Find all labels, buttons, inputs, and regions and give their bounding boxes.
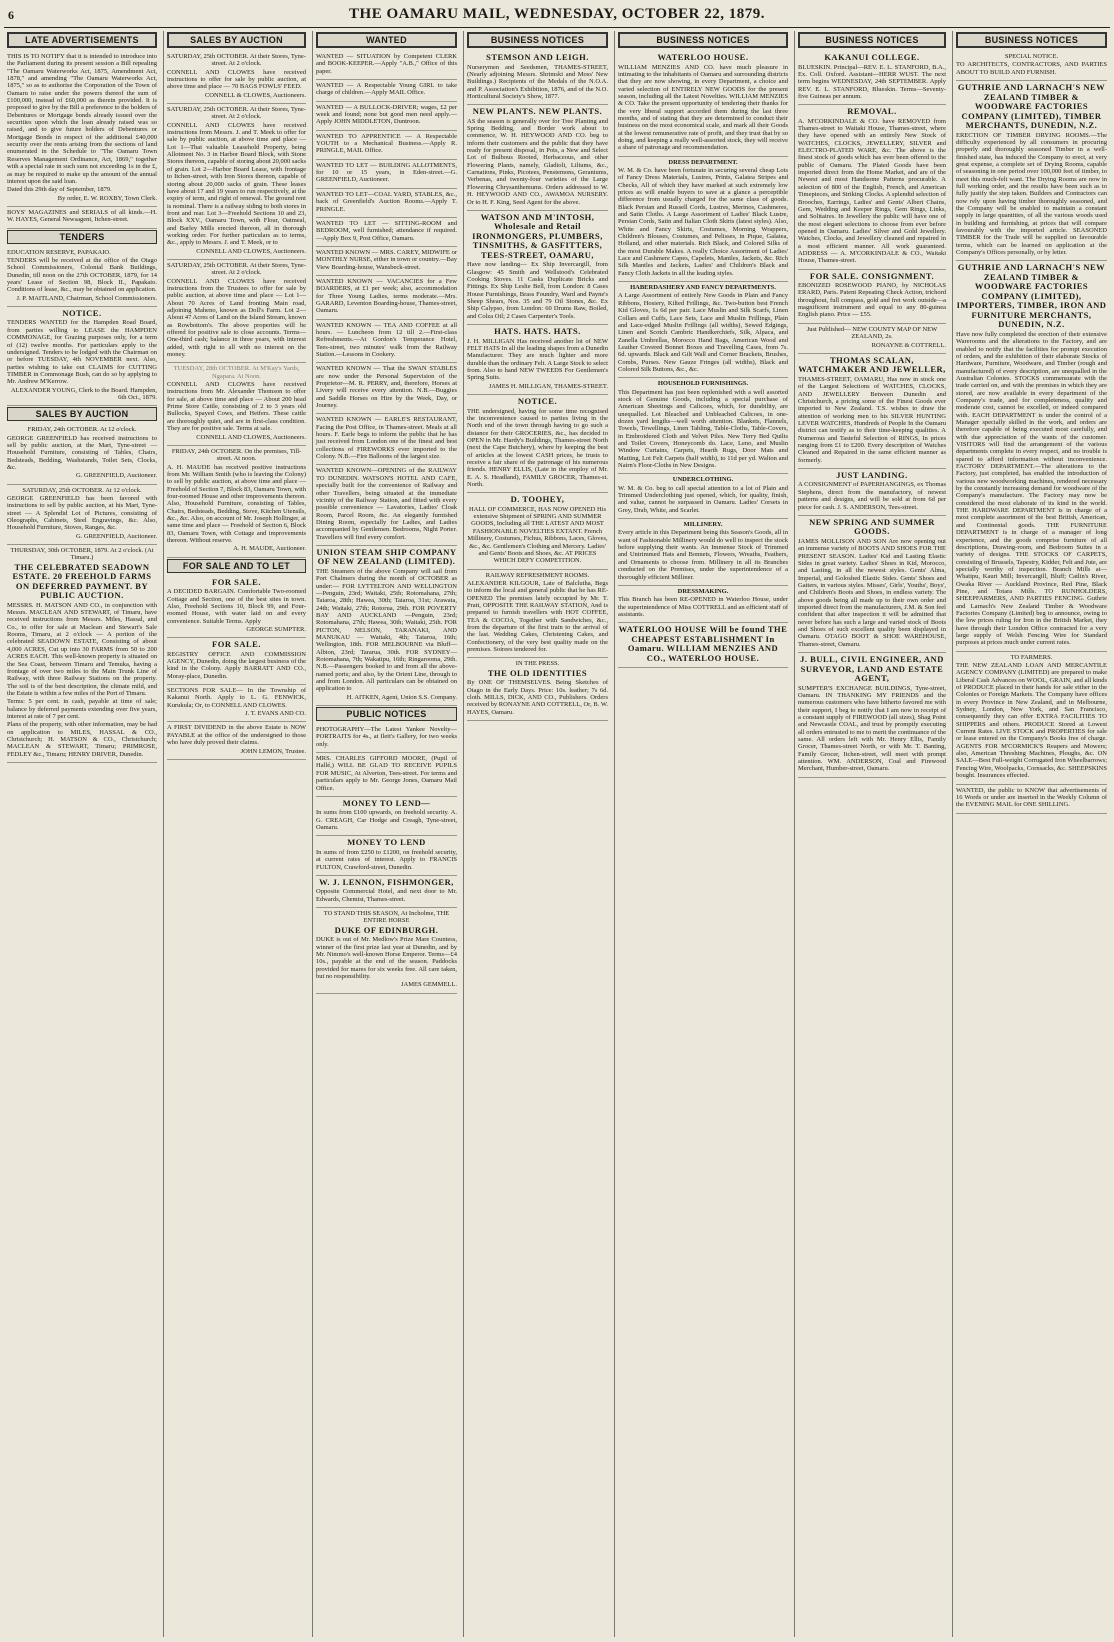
ad-body: PHOTOGRAPHY—The Latest Yankee Novelty—PORTRAITS for 4s., at Ilett's Gallery, for two weeks only.	[316, 726, 457, 748]
ad-toohey	[467, 493, 608, 569]
ad-body: AS the season is generally over for Tree Planting and Spring Bedding, and Border work about to commence, W. H. HEYWOOD AND CO. beg to inform their customers and the public that they have ready for present disposal, in Pots, a New and Select Lot of Bulbous Rooted, Herbaceous, and other Flowering Plants, namely, Gladioli, Liliums, &c., Carnations, Pinks, Picotees, Penstemons, Geraniums, Verbenas, and twenty-four varieties of the Large Flowering Chrysanthemums. Orders addressed to W. H. HEYWOOD AND CO., AWAMOA NURSERY. Or to H. F. King, Seed Agent for the above.	[467, 117, 608, 206]
wanted-ad	[316, 160, 457, 189]
ad-signature: H. AITKEN, Agent, Union S.S. Company.	[346, 693, 457, 701]
ad-registry-office	[167, 638, 306, 685]
ad-heading: IN THE PRESS.	[515, 660, 560, 668]
ad-body: ALEXANDER KILGOUR, Late of Balclutha, Begs to inform the local and general public that he has RE-OPENED The premises lately occupied by Mr. T. Pratt, OPPOSITE THE RAILWAY STATION, And is prepared to furnish travellers with HOT COFFEE, TEA & COCOA, Together with Sandwiches, &c., from the departure of the first train to the arrival of the last. Wedding Cakes, Christening Cakes, and Confectionery, of the very best quality made on the premises. Soirees tendered for.	[467, 579, 608, 653]
wanted-ad	[316, 218, 457, 247]
ad-body: Have now landing— Ex Ship Invercargill, from Glasgow: 45 Smith and Wellstood's Celebrated Cooking Stoves. 11 Casks Duplicate Bricks and Fittings. Ex Ship Leslie Bell, from London: 8 Cases House Furnishings, Brass Foundry, Ward and Payne's Sheep Shears, Nos. 35 and 79 Oil Stones, &c. Ex Ship Calypso, from London: 60 Drums Raw, Boiled, and Colza Oil; 2 Cases Carpenter's Tools.	[467, 261, 608, 320]
ad-date: SATURDAY, 25th OCTOBER. At their Stores, Tyne-street. At 2 o'clock.	[167, 106, 306, 121]
wanted-ad	[316, 320, 457, 364]
wanted-ad-text: WANTED TO LET — BUILDING ALLOTMENTS, for 10 or 15 years, in Eden-street.—G. GREENFIELD, Auctioneer.	[316, 161, 457, 184]
ad-watchmaker	[798, 354, 946, 469]
page-number: 6	[8, 8, 14, 22]
ad-signature: By order, E. W. ROXBY, Town Clerk.	[57, 194, 157, 202]
wanted-ad-text: WANTED KNOWN — That the SWAN STABLES are now under the Personal Supervision of the Proprietor—M. R. PERRY, and, therefore, Horses at Livery will receive every attention. N.B.—Buggies and Saddle Horses on Hire by the Week, Day, or Journey.	[316, 365, 457, 410]
ad-body: CONNELL AND CLOWES have received instructions from the Trustees to offer for sale by public auction, at above time and place — Lot 1—About 70 Acres of Land fronting Main road, adjoining Maheno, known as Doll's Farm. Lot 2—About 47 Acres of Land on the Island Stream, known as Rowbottom's. The above properties will be offered for positive sale to close accounts. Terms—One-third cash; balance in three years, with interest added, with right to all with no interest on the money.	[167, 277, 307, 359]
department-heading: DRESSMAKING.	[677, 587, 729, 595]
ad-horse-name: DUKE OF EDINBURGH.	[334, 924, 439, 935]
ad-body: MRS. CHARLES GIFFORD MOORE, (Pupil of Hallé,) WILL BE GLAD TO RECEIVE PUPILS FOR MUSIC, At Alverton, Tees-street. For terms and particulars apply to Mr. George Jones, Oamaru Mail Office.	[316, 755, 457, 792]
wanted-ad	[316, 131, 457, 160]
ad-body: ERECTION OF TIMBER DRYING ROOMS.—The difficulty experienced by all consumers in procuring properly and thoroughly seasoned Timber in a well-finished state, has induced the Company to erect, at very great expense, a complete set of Drying Rooms, capable of seasoning in one period over 100,000 feet of timber, to meet this much-felt want. The Drying Rooms are now in full working order, and the results have been such as to fully justify the step taken. Builders and Contractors can now rely upon having timber thoroughly seasoned, and the Company will be enabled to maintain a constant supply in large quantities, of all the various woods used in building and furnishing, at prices that will compare favourably with the imported article. SEASONED TIMBER for the Trade will be supplied on favourable terms, which can be learned on application at the Company's Offices personally, or by letter.	[956, 131, 1107, 257]
section-business-notices-3: BUSINESS NOTICES	[798, 32, 946, 48]
ad-body: BOYS' MAGAZINES and SERIALS of all kinds.—H. W. HAYES, General Newsagent, Itchen-street.	[7, 208, 157, 224]
ad-money-to-lend-2	[316, 836, 457, 876]
ad-waterloo-footer	[618, 623, 788, 668]
department-body: Every article in this Department being this Season's Goods, all in want of Fashionable Millinery would do well to inspect the stock before supplying their wants. An Immense Stock of Trimmed and Untrimmed Hats and Bonnets, Flowers, Wreaths, Feathers, and Ornaments to choose from. Millinery in all its Branches conducted on the Premises, under the superintendence of a thoroughly efficient Milliner.	[618, 529, 788, 581]
ad-signature: CONNELL AND CLOWES, Auctioneers.	[196, 247, 306, 255]
ad-signature: G. GREENFIELD, Auctioneer.	[75, 532, 157, 540]
masthead-rule	[4, 27, 1110, 28]
ad-heading: STEMSON AND LEIGH.	[486, 52, 589, 62]
section-for-sale-and-to-let: FOR SALE AND TO LET	[167, 559, 306, 573]
wanted-ad-text: WANTED TO APPRENTICE — A Respectable YOUTH to a Mechanical Business.—Apply R. PRINGLE, MAIL Office.	[316, 132, 457, 155]
ad-body: TENDERS will be received at the office of the Otago School Commissioners, Colonial Bank Buildings, Dunedin, till noon on the 27th OCTOBER, 1879, for 14 years' Lease of Section 98, Block II., Papakaio. Conditions of lease, &c., may be obtained on application.	[7, 256, 157, 294]
ad-heading: FOR SALE. CONSIGNMENT.	[809, 270, 935, 281]
column-7	[952, 31, 1110, 1637]
ad-body: EBONIZED ROSEWOOD PIANO, by NICHOLAS ERARD, Paris. Patent Repeating Check Action, trichord throughout, full compass, gold and fret work outside—a magnificent instrument and equal to any 80-guinea English piano. Price — £55.	[798, 282, 946, 319]
ad-body: HALL OF COMMERCE, HAS NOW OPENED His extensive Shipment of SPRING AND SUMMER GOODS, Including all THE LATEST AND MOST FASHIONABLE NOVELTIES EXTANT. French Millinery, Costumes, Fichus, Ribbons, Laces, Gloves, &c., &c. Gentlemen's Clothing and Mercery. Ladies' and Gents' Boots and Shoes, &c. AT PRICES WHICH DEFY COMPETITION.	[467, 505, 608, 565]
department-body: W. M. & Co. have been fortunate in securing several cheap Lots of Fancy Dress Materials, Lustres, Prints, Galatea Stripes and Checks, All of which they have marked at such extremely low prices as will enable buyers to save at a glance a perceptible difference from usually charged for the same class of goods. Black Persian and Russell Cords, Lustres, Merinos, Cashmeres, and Satin Cloths. A Large Assortment of Ladies' Black Lustre, Persian Cords, Satin and Italian Cloth Skirts (latest styles). Also, White and Fancy Skirts, Costumes, Morning Wrappers, Children's Blouses, Costumes, and Pelisses, in Pique, Galatea, Holland, and other materials. Rich Black, and Colored Silks of the most Durable Makes. A really Choice Assortment of Ladies' Lace and Cashmere Capes, Capelets, Mantles, Jackets, &c. Rich Silk Mantles and Jackets, Ladies' and Children's Black and Fancy Cloth Jackets in all the leading styles.	[618, 166, 788, 277]
ad-railway-refreshment	[467, 570, 608, 659]
department-block	[618, 282, 788, 378]
ad-seadown-estate	[7, 545, 157, 763]
ad-entire-horse	[316, 908, 457, 994]
ad-date: TUESDAY, 28th OCTOBER. At M'Kay's Yards, Ngapara. At Noon.	[173, 365, 300, 380]
ad-signature: JOHN LEMON, Trustee.	[240, 747, 306, 755]
department-body: This Branch has been RE-OPENED in Waterloo House, under the superintendence of Miss COTTRELL and an efficient staff of assistants.	[618, 596, 788, 618]
ad-body: MESSRS. H. MATSON AND CO., in conjunction with Messrs. MACLEAN AND STEWART, of Timaru, have received instructions from Messrs. Miles, Hassal, and Co., to offer for sale at Maclean and Stewart's Sale Rooms, Timaru, at 2 o'clock — A portion of the celebrated SEADOWN ESTATE, Consisting of about 4,000 ACRES, Cut up into 30 FARMS from 50 to 200 ACRES EACH. This well-known property is situated on the Sea Coast, between Timaru and Temuka, having a frontage of over two miles to the Main Trunk Line of Railway, with three Railway Stations on the property. The soil is of the best description, the climate mild, and the Estate is within a few miles of the Port of Timaru.	[7, 601, 157, 697]
department-heading: HOUSEHOLD FURNISHINGS.	[657, 380, 749, 388]
ad-heading: REMOVAL.	[847, 106, 897, 117]
ad-body: DUKE is out of Mr. Medlow's Prize Mare Countess, winner of the first prize last year at Dunedin, and by Mr. Nimmo's well-known Horse Emperor. Terms—£4 10s., payable at the end of the season. Paddocks provided for mares for six weeks free. All care taken, but no responsibility.	[316, 936, 457, 980]
ad-signature: A. H. MAUDE, Auctioneer.	[233, 545, 306, 553]
section-business-notices-2: BUSINESS NOTICES	[618, 32, 788, 48]
ad-notice-ellis	[467, 395, 608, 493]
ad-body: THE undersigned, having for some time recognised the inconvenience caused to parties living in the North end of the town through having to go such a distance for their GROCERIES, &c., has decided to OPEN in Mr. Hardy's Buildings, Thames-street North (next the Cape Butchery), where by keeping the best of articles at the lowest CASH prices, he trusts to receive a fair share of the patronage of his numerous friends. HENRY ELLIS, (Late in the employ of Mr. E. A. S. Headland), FAMILY GROCER, Thames-st. North.	[467, 407, 608, 488]
wanted-ad	[316, 363, 457, 414]
ad-heading: SPECIAL NOTICE.	[1004, 53, 1059, 60]
ad-body: Nurserymen and Seedsmen, THAMES-STREET, (Nearly adjoining Messrs. Shrimski and Moss' New Buildings.) Recipients of the Medals of the N.O.A. and P. Association's Exhibition, 1876, and of the N.O. Horticultural Society's Show, 1877.	[467, 63, 608, 100]
wanted-ad-text: WANTED KNOWN — VACANCIES for a Few BOARDERS, at £1 per week; also, accommodation for Three Young Ladies, terms moderate.—Mrs. GARARD, Leventon Boarding-house, Thames-street, Oamaru.	[316, 277, 457, 315]
ad-saturday-auction	[7, 485, 157, 545]
ad-body: GEORGE GREENFIELD has received instructions to sell by public auction, at the Mart, Tyne-street — Household Furniture, consisting of Tables, Chairs, Bedsteads, Bedding, Washstands, Toilet Sets, Clocks, &c.	[7, 434, 157, 471]
ad-body: WILLIAM MENZIES AND CO. have much pleasure in intimating to the inhabitants of Oamaru and surrounding districts that they are now showing, in every Department, a choice and varied selection of ENTIRELY NEW GOODS for the present season, including all the Latest Novelties. WILLIAM MENZIES & CO. Take the present opportunity of tendering their thanks for the very liberal support accorded them during the last three months, and of stating that they are determined to conduct their business on the most economical scale, and mark all their Goods at the lowest remunerative rate of profit, and they trust that by so doing, and keeping a really well-assorted stock, they will receive a share of patronage and recommendation.	[618, 63, 788, 152]
ad-date: FRIDAY, 24th OCTOBER. On the premises, Till-street. At noon.	[171, 447, 302, 463]
ad-waterloo-house	[618, 51, 788, 157]
column-1	[4, 31, 160, 1637]
ad-date: SATURDAY, 25th OCTOBER. At their Stores, Tyne-street. At 2 o'clock.	[167, 53, 306, 68]
ad-for-sale-piano	[798, 270, 946, 324]
wanted-ad-text: WANTED KNOWN — MRS. CAREY, MIDWIFE or MONTHLY NURSE, either in town or country.—Bay View Boarding-house, Wansbeck-street.	[316, 248, 457, 271]
ad-wanted-public	[956, 785, 1107, 814]
ad-body: CONNELL AND CLOWES have received instructions from Mr. Alexander Thomson to offer for sale, at above time and place — About 200 head Prime Store Cattle, consisting of 2 to 3 years old Bullocks, Spayed Cows, and Heifers. These cattle are thoroughly quiet, and are in first-class condition. They are for positive sale. Terms at sale.	[167, 381, 306, 433]
ad-body: REGISTRY OFFICE AND COMMISSION AGENCY, Dunedin, doing the largest business of the kind in the Colony. Apply BARRATT AND CO., Moray-place, Dunedin.	[167, 650, 306, 680]
ad-notice-hampden	[7, 307, 157, 406]
ad-date: SATURDAY, 25th OCTOBER. At 12 o'clock.	[22, 486, 142, 494]
wanted-ad-text: WANTED TO LET—COAL YARD, STABLES, &c., back of Greenfield's Auction Rooms.—Apply T. PRINGLE.	[316, 190, 457, 213]
ad-map	[798, 324, 946, 354]
ad-body: JAMES MOLLISON AND SON Are now opening out an immense variety of BOOTS AND SHOES FOR THE PRESENT SEASON. Ladies' Kid and Lasting Elastic Sides in great variety. Ladies' Shoes in Kid, Morocco, and Lasting, in all the newest styles. Gents' Alma, Imperial, and Goloshed Elastic Sides. Gents' Shoes and Gaiters, in various styles. Misses', Girls', Youths', Boys', and Children's Boots and Shoes, in endless variety. The above goods being all made up to their own order and imported direct from the manufacturers, J.M. & Son feel confident that after inspection it will be admitted that never before has such a large and varied stock of Boots and Shoes of such excellent quality been displayed in Oamaru. OTAGO BOOT & SHOE WAREHOUSE, Thames-street, Oamaru.	[798, 537, 946, 648]
ad-cattle-sale	[167, 363, 306, 445]
ad-body: WANTED, the public to KNOW that advertisements of 16 Words or under are inserted in the Weekly Column of the EVENING MAIL for ONE SHILLING.	[956, 786, 1107, 809]
ad-signature: ALEXANDER YOUNG, Clerk to the Board. Hampden, 6th Oct., 1879.	[10, 386, 157, 401]
ad-body: Have now fully completed the erection of their extensive Warerooms and the alterations to the Factory, and are enabled to notify that the facilities for prompt execution of orders, and the exhibition of their elaborate Stocks of Hardware, Furniture, Woodware, and Timber (rough and manufactured) of every description, are unequalled in the Australian Colonies. STOCKS commensurate with the trade carried on, and with the premises in which they are stored, are now available in every department of the Company's trade, and for completeness, quality and moderate cost, cannot be excelled, or indeed compared with. EACH DEPARTMENT is under the control of a Manager specially skilled in the work, and orders are therefore capable of being executed most carefully, and with due appreciation of the wants of the customer. VISITORS will find the arrangement of the various departments complete in every respect, and no trouble is spared to afford information without inconvenience. FACTORY DEPARTMENT.—The alterations to the Factory, just completed, has enabled the introduction of various new woodworking machines, rendered necessary by the constantly increasing demand for woodware of the Company's manufacture. The Factory may now be considered the most elaborate of its kind in the world. THE HARDWARE DEPARTMENT is in charge of a most complete assortment of the best British, American, and Continental goods. THE FURNITURE DEPARTMENT is in charge of a manager of long experience, and the goods comprise furniture of all descriptions, Drawing-room, and Bedroom Suites in a variety of designs. THE STOCKS OF CARPETS, consisting of Brussels, Tapestry, Kidder, Felt and Jute, are specially worthy of inspection. Branch Mills at— Whatipu, Kauri Mill; Invercargill, Bluff; Catlin's River, Owaka River — Auckland Province, Red Pine, Black Pine, and Totara Mills. TO RUNHOLDERS, SHEEPFARMERS, AND PARTIES FENCING. Guthrie and Larnach's New Zealand Timber & Woodware Factories Company (Limited) beg to announce, owing to the low prices ruling for Iron in the British Market, they have through their London Office contracted for a very large supply of Welsh Fencing Wire for Standard purposes at prices much under current rates.	[956, 330, 1107, 647]
wanted-ad	[316, 51, 457, 80]
ad-oamaru-waterworks	[7, 51, 157, 207]
column-5	[614, 31, 791, 1637]
ad-leasehold-properties	[167, 104, 306, 260]
column-3	[312, 31, 460, 1637]
wanted-ad-text: WANTED KNOWN — EARLE'S RESTAURANT, Facing the Post Office, in Thames-street. Meals at all hours. F. Earle begs to inform the public that he has just received from London one of the finest and best collections of FIREWORKS ever imported to the Colony. N.B.—Fire Balloons of the largest size.	[316, 416, 457, 461]
ad-body: Opposite Commercial Hotel, and next door to Mr. Edwards, Chemist, Thames-street.	[316, 888, 457, 903]
wanted-ad	[316, 465, 457, 545]
ad-union-steam-ship	[316, 546, 457, 706]
ad-body: A CONSIGNMENT of PAPERHANGINGS, ex Thomas Stephens, direct from the manufactory, of newest patterns and designs, and will be sold at from 6d per piece for cash. J. S. ANDERSON, Tees-street.	[798, 481, 946, 511]
ad-guthrie-larnach	[956, 81, 1107, 261]
ad-heading: GUTHRIE AND LARNACH'S NEW ZEALAND TIMBER & WOODWARE FACTORIES COMPANY (LIMITED), TIMBER MERCHANTS, DUNEDIN, N.Z.	[957, 82, 1106, 131]
ad-heading: D. TOOHEY,	[510, 494, 565, 505]
ad-body: SECTIONS FOR SALE— In the Township of Kakanui North. Apply to L. G. FENWICK, Kurukula; Or, to CONNELL AND CLOWES.	[167, 687, 306, 709]
ad-signature: JAMES H. MILLIGAN, THAMES-STREET.	[488, 382, 608, 390]
ad-heading: NOTICE.	[62, 307, 102, 318]
ad-heading: GUTHRIE AND LARNACH'S NEW ZEALAND TIMBER & WOODWARE FACTORIES COMPANY (LIMITED), IMPORTERS, TIMBER, IRON AND FURNITURE MERCHANTS, DUNEDIN, N.Z.	[956, 262, 1107, 330]
ad-heading: UNION STEAM SHIP COMPANY OF NEW ZEALAND (LIMITED).	[316, 546, 457, 567]
ad-date: Dated this 29th day of September, 1879.	[7, 186, 112, 194]
ad-body: SUMPTER'S EXCHANGE BUILDINGS, Tyne-street, Oamaru. IN THANKING MY FRIENDS and the numerous customers who have hitherto favored me with their support, I beg to notify that I am now in receipt of a constant supply of FIREWOOD (all sizes), Shag Point and Newcastle COAL, and trust by promptly executing all orders entrusted to me to merit the continuance of the same. All orders left with Mr. Henry Ellis, Family Grocer, Thames-street North, or with Mr. T. Banting, Family Grocer, Itchen-street, will meet with prompt attention. WM. ANDERSON, Coal and Firewood Merchant, Humber-street, Oamaru.	[798, 684, 946, 773]
wanted-list	[316, 51, 457, 546]
ad-boys-magazines	[7, 207, 157, 229]
wanted-ad	[316, 102, 457, 131]
ad-bull-engineer	[798, 653, 946, 778]
column-2	[163, 31, 309, 1637]
ad-just-landing	[798, 469, 946, 516]
ad-footer: WATERLOO HOUSE Will be found THE CHEAPEST ESTABLISHMENT In Oamaru. WILLIAM MENZIES AND CO., WATERLOO HOUSE.	[618, 624, 788, 663]
ad-first-dividend	[167, 722, 306, 759]
ad-book-title: THE OLD IDENTITIES	[487, 667, 588, 678]
ad-heading: MONEY TO LEND—	[342, 797, 431, 808]
ad-body: A FIRST DIVIDEND in the above Estate is NOW PAYABLE at the office of the undersigned to those who have duly proved their claims.	[167, 724, 306, 747]
section-business-notices-1: BUSINESS NOTICES	[467, 32, 608, 48]
section-wanted: WANTED	[316, 32, 457, 48]
ad-sections-kakanui	[167, 685, 306, 722]
ad-body: A. H. MAUDE has received positive instructions from Mr. William Smith (who is leaving the Colony) to sell by public auction, at above time and place — Freehold of Section 7, Block 83, Oamaru Town, with four-roomed House and other improvements thereon. Also, Household Furniture, consisting of Tables, Chairs, Bedsteads, Bedding, Stove, Kitchen Utensils, &c., &c. Also, on account of Mr. Joseph Hollinger, at same time and place — Freehold of Section 6, Block 83, Oamaru Town, with Cottage and improvements thereon. Without reserve.	[167, 463, 306, 544]
ad-guthrie-factory	[956, 261, 1107, 651]
ad-heading: MONEY TO LEND	[347, 837, 426, 848]
ad-special-notice	[956, 51, 1107, 81]
ad-heading: EDUCATION RESERVE, PAPAKAIO.	[7, 248, 111, 256]
department-body: A Large Assortment of entirely New Goods in Plain and Fancy Ribbons, Hosiery, Kilted Frillings, &c. Two-button best French Kid Gloves, 1s 6d per pair. Lace Muslin and Silk Scarfs, Linen Collars and Cuffs, Lace Sets, Lace and Muslin Frillings, Plain and Lace-edged Muslin Frillings (all widths), Sewed Edgings, Linen and Scotch Cambric Handkerchiefs, Silk, Alpaca, and Zanella Umbrellas, Morocco Hand Bags, American Wood and Leather Covered Bonnet Boxes and Travelling Cases, from 7s. 6d. upwards. Black and Gilt Wall and Corner Brackets, Brushes, Combs, Purses. New Gauze Fringes (all widths), Black and Colored Silk Buttons, &c., &c.	[618, 292, 788, 373]
department-heading: DRESS DEPARTMENT.	[668, 158, 738, 166]
ad-body: A. M'CORKINDALE & CO. have REMOVED from Thames-street to Waitaki House, Thames-street, where they have opened with an entirely New Stock of WATCHES, CLOCKS, JEWELLERY, SILVER and ELECTRO-PLATED WARE, &c. The above is the finest stock of goods which has ever been offered to the public of Oamaru. The Plated Goods have been imported direct from the Home Market, and are of the Newest and most Handsome Patterns procurable. A selection of 800 of the English, French, and American Timepieces, and Striking Clocks. A splendid selection of Brooches, Earrings, Ladies' and Gents' Albert Chains, Gem, Wedding and Keeper Rings, Gem Rings, Links, and Solitaires. In Jewellery the public will have one of the most elegant selections to choose from ever before opened in Oamaru. Ladies' Silver and Gold Jewellery. Watches, Clocks, and Jewellery cleaned and repaired in a most efficient manner. All work guaranteed. ADDRESS — A. M'CORKINDALE & CO., Waitaki House, Thames-street.	[798, 117, 946, 265]
ad-heading: J. BULL, CIVIL ENGINEER, AND SURVEYOR, LAND AND ESTATE AGENT,	[800, 654, 944, 683]
ad-body: THAMES-STREET, OAMARU, Has now in stock one of the Largest Selections of WATCHES, CLOCKS, AND JEWELLERY Between Dunedin and Christchurch, a pricing some of the Finest Goods ever imported to New Zealand. T.S. wishes to draw the attention of working men to his SILVER HUNTING LEVER WATCHES, Hundreds of People In the Oamaru district can testify as to their time-keeping qualities. A Numerous and Tasteful Selection of RINGS, In prices ranging from £1 to £200. Every description of Watches Cleaned and Repaired in the same efficient manner as formerly.	[798, 375, 946, 464]
wanted-ad-text: WANTED — SITUATION by Competent CLERK and BOOK-KEEPER.—Apply "A.B.," Office of this paper.	[316, 53, 457, 75]
wanted-ad-text: WANTED KNOWN — TEA AND COFFEE at all hours. — Luncheon from 12 till 2.—First-class Refreshments.—At Gordon's Temperance Hotel, Tees-street, two minutes' walk from the Railway Station.—Lessons in Cookery.	[316, 321, 457, 358]
wanted-ad	[316, 247, 457, 276]
ad-heading: W. J. LENNON, FISHMONGER,	[319, 876, 454, 887]
ad-heading: NEW SPRING AND SUMMER GOODS.	[809, 516, 935, 537]
ad-heading: WATSON AND M'INTOSH, Wholesale and Retail IRONMONGERS, PLUMBERS, TINSMITHS, & GASFITTERS, TEES-STREET, OAMARU,	[472, 211, 603, 260]
ad-date: THURSDAY, 30th OCTOBER, 1879. At 2 o'clock. (At Timaru.)	[10, 547, 154, 562]
ad-body: In sums of from £250 to £1200, on freehold security, at current rates of interest. Apply to FRANCIS FULTON, Crawford-street, Dunedin.	[316, 848, 457, 871]
section-tenders: TENDERS	[7, 230, 157, 244]
ad-heading: NEW PLANTS. NEW PLANTS.	[472, 106, 603, 117]
ad-body: GEORGE GREENFIELD has been favored with instructions to sell by public auction, at his Mart, Tyne-street — A Splendid Lot of Pictures, consisting of Oleographs, Cabinets, Steel Engravings, &c. Also, Household Furniture, Stoves, Ranges, &c.	[7, 495, 157, 532]
ad-hats-milligan	[467, 325, 608, 395]
ad-body: TO ARCHITECTS, CONTRACTORS, AND PARTIES ABOUT TO BUILD AND FURNISH.	[956, 61, 1107, 76]
ad-body: TENDERS WANTED for the Hampden Road Board, from parties willing to LEASE the HAMPDEN COMMONAGE, for Grazing purposes only, for a term of (12) twelve months. For particulars apply to the undersigned. Tenders to be lodged with the Chairman on or before TUESDAY, 4th NOVEMBER next. Also, parties wishing to take out CLAIMS for CUTTING TIMBER in Commonage Bush, can do so by applying to Mr. Andrew M'Kerrow.	[7, 319, 157, 386]
ad-new-spring-goods	[798, 516, 946, 653]
ad-photography	[316, 724, 457, 753]
ad-agents: Plans of the property, with other information, may be had on application to MILES, HASSAL & CO., Christchurch; H. MATSON & CO., Christchurch; MACLEAN & STEWART, Timaru; PRIMROSE, FEDLEY &c., Timaru; HENRY DRIVER, Dunedin.	[7, 721, 157, 758]
wanted-ad-text: WANTED — A Respectable Young GIRL to take charge of children.—Apply MAIL Office.	[316, 82, 457, 97]
department-list	[618, 157, 788, 624]
ad-signature: CONNELL & CLOWES, Auctioneers.	[204, 91, 306, 99]
masthead-title: THE OAMARU MAIL, WEDNESDAY, OCTOBER 22, 1879.	[349, 6, 765, 22]
ad-body: THE NEW ZEALAND LOAN AND MERCANTILE AGENCY COMPANY (LIMITED) are prepared to make Liberal Cash Advances on WOOL, GRAIN, and all kinds of PRODUCE placed in their hands for sale either in the Colonies or Foreign Markets. The Company have offices in every Province in New Zealand, and in Melbourne, Sydney, London, New York, and San Francisco, consequently they can offer EXTRA FACILITIES TO SHIPPERS and others. PRODUCE Stored at Lowest Current Rates. LIVE STOCK and PROPERTIES for sale or lease entered on the Company's Books free of charge. AGENTS FOR M'CORMICK'S Reapers and Mowers; also, American Threshing Machines, Ploughs, &c. ON SALE—Best Full-weight Corrugated Iron Wheelbarrows; Fencing Wire, Woolpacks, Cornsacks, &c. SHEEPSKINS bought. Insurances effected.	[956, 662, 1107, 780]
ad-education-reserve	[7, 247, 157, 307]
department-block	[618, 378, 788, 474]
wanted-ad	[316, 276, 457, 320]
ad-body: A DECIDED BARGAIN. Comfortable Two-roomed Cottage and Section, one of the best sites in town. Also, Freehold Sections 10, Block 99, and Four-roomed House, with water laid on and every convenience. Suitable Terms. Apply	[167, 588, 306, 625]
wanted-ad	[316, 414, 457, 465]
ad-stemson-leigh	[467, 51, 608, 105]
ad-signature: J. P. MAITLAND, Chairman, School Commissioners.	[16, 294, 157, 302]
department-heading: UNDERCLOTHING.	[672, 476, 734, 484]
ad-signature: CONNELL AND CLOWES, Auctioneers.	[196, 433, 306, 441]
department-block	[618, 586, 788, 623]
ad-heading: FOR SALE.	[212, 576, 261, 587]
ad-signature: J. T. EVANS AND CO.	[245, 710, 306, 718]
department-block	[618, 519, 788, 586]
ad-heading: HATS. HATS. HATS.	[494, 326, 581, 337]
ad-land-trustees	[167, 260, 306, 363]
ad-heading: WATERLOO HOUSE.	[657, 52, 749, 62]
ad-body: THIS IS TO NOTIFY that it is intended to introduce into the Parliament during its present session a Bill repealing "The Oamaru Waterworks Act, 1875, Amendment Act, 1878," and amending "The Oamaru Waterworks Act, 1875," so as to authorise the Corporation of the Town of Oamaru to raise under the powers thereof the sum of £100,000, instead of £60,000 as therein provided. It is proposed to give by the Bill a preference to the holders of Debentures or Mortgage bonds already issued over the securities upon which the loan already raised was so raised, and to give future holders of Debentures or Mortgage Bonds in respect of the additional £40,000 security over the rents arising from the sections of land enumerated in the Schedule to "The Oamaru Town Reserves Management Ordinance, Act, 1869," together with a special rate in such sum not exceeding 1s in the £, as may be required to make up the amount of the annual interest upon the said loan.	[7, 53, 157, 185]
section-sales-by-auction: SALES BY AUCTION	[7, 407, 157, 421]
ad-body: J. H. MILLIGAN Has received another lot of NEW FELT HATS In all the leading shapes from a Dunedin Manufacturer. They are much lighter and more durable than the ordinary Felt. A Large Stock to select from. Also to hand NEW TWEEDS For Gentlemen's Spring Suits.	[467, 337, 608, 382]
department-body: This Department has just been replenished with a well assorted stock of Genuine Goods, including a special purchase of American Sheetings and Calicoes, which, for durability, are unequalled. Lot Bleached and Unbleached Calicoes, in one-dozen yard lengths—well worth attention. Blankets, Flannels, Towels, Towellings, Linen Tabling, Table-Cloths, Table-Covers, in Embroidered Cloth and Velvet Piles. New Terry Bed Quilts and Toilet Covers, Honeycomb do. Lace, Leno, and Muslin Window Curtains, Carpets, Hearth Rugs, Door Mats and Matting, Lot Felt Carpets (half width), to 11d per yd. Walton and Nairn's Floor-Cloths in New Designs.	[618, 388, 788, 470]
ad-signature: JAMES GEMMELL.	[401, 981, 457, 989]
ad-terms: Terms: 5 per cent. in cash, payable at time of sale; balance by deferred payments extending over five years, interest at rate of 7 per cent.	[7, 698, 157, 720]
ad-heading: FOR SALE.	[212, 639, 261, 650]
ad-bags-fowls-feed	[167, 51, 306, 104]
wanted-ad	[316, 80, 457, 102]
ad-body: Just Published— NEW COUNTY MAP OF NEW ZEALAND, 2s.	[806, 325, 938, 341]
ad-mrs-moore	[316, 753, 457, 797]
ad-date: FRIDAY, 24th OCTOBER. At 12 o'clock.	[27, 426, 137, 434]
column-6	[794, 31, 949, 1637]
ad-signature: GEORGE SUMPTER.	[246, 625, 306, 633]
department-heading: HABERDASHERY AND FANCY DEPARTMENTS.	[630, 284, 776, 292]
ad-money-to-lend-1	[316, 797, 457, 837]
ad-maude-auction	[167, 446, 306, 558]
ad-lennon-fishmonger	[316, 876, 457, 908]
ad-old-identities	[467, 658, 608, 721]
ad-signature: RONAYNE & COTTRELL.	[871, 341, 946, 349]
ad-body: By ONE OF THEMSELVES. Being Sketches of Otago in the Early Days. Price: 10s. leather; 7s 6d. cloth. MILLS, DICK, AND CO., Publishers. Orders received by RONAYNE AND COTTRELL, Or, B. W. HAYES, Oamaru.	[467, 679, 608, 716]
ad-date: SATURDAY, 25th OCTOBER. At their Stores, Tyne-street. At 2 o'clock.	[167, 261, 306, 277]
ad-friday-auction	[7, 424, 157, 484]
department-body: W. M. & Co. beg to call special attention to a lot of Plain and Trimmed Underclothing just opened, which, for quality, finish, and value, cannot be surpassed in Oamaru. Ladies' Corsets in Grey, Drab, White, and Scarlet.	[618, 484, 788, 514]
wanted-ad-text: WANTED TO LET — SITTING-ROOM and BEDROOM, well furnished; attendance if required.—Apply Box 9, Post Office, Oamaru.	[316, 219, 457, 242]
ad-heading: THOMAS SCALAN, WATCHMAKER AND JEWELLER,	[798, 354, 946, 375]
ad-for-sale-bargain	[167, 576, 306, 639]
section-public-notices: PUBLIC NOTICES	[316, 707, 457, 721]
ad-heading: JUST LANDING.	[836, 469, 908, 480]
ad-body: THE Steamers of the above Company will sail from Port Chalmers during the month of OCTOBER as under:— FOR LYTTELTON AND WELLINGTON —Penguin, 23rd; Waitaki, 25th; Rotomahana, 27th; Taiaroa, 28th; Hawea, 30th; Taiaroa, 31st; Arawata, 24th; Waitaki, 27th; Rotorua, 29th. FOR POVERTY BAY AND AUCKLAND —Penguin, 23rd; Rotomahana, 27th; Hawea, 30th; Waitaki, 25th. FOR PICTON, NELSON, TARANAKI, AND MANUKAU — Waitaki, 4th; Taiaroa, 16th; Wellington, 18th. FOR MELBOURNE via Bluff—Albion, 23rd; Tararua, 30th. FOR SYDNEY—Rotomahana, 7th; Wakatipu, 16th; Ringarooma, 29th. N.B.—Passengers booked to and from all the above-named ports; and also, by the Orient Line, through to and from London. All particulars can be obtained on application to	[316, 567, 457, 693]
ad-heading: KAKANUI COLLEGE.	[824, 52, 920, 62]
ad-signature: G. GREENFIELD, Auctioneer.	[75, 472, 157, 480]
ad-heading: THE CELEBRATED SEADOWN ESTATE. 20 FREEHOLD FARMS ON DEFERRED PAYMENT. BY PUBLIC AUCTION.	[12, 561, 152, 601]
ad-body: BLUESKIN. Principal—REV. E. L. STANFORD, B.A., Ex. Coll. Oxford. Assistant—HERR WUST. The next term begins WEDNESDAY, 24th SEPTEMBER. Apply REV. E. L. STANFORD, Blueskin. Terms—Seventy-five Guineas per annum.	[798, 63, 946, 100]
ad-body: CONNELL AND CLOWES have received instructions to offer for sale by public auction, at above time and place — 70 BAGS FOWLS' FEED.	[167, 68, 306, 91]
ad-watson-mintosh	[467, 211, 608, 325]
department-heading: MILLINERY.	[683, 521, 723, 529]
department-block	[618, 474, 788, 519]
wanted-ad	[316, 189, 457, 218]
ad-heading: TO STAND THIS SEASON, At Incholme, THE ENTIRE HORSE	[323, 910, 450, 925]
column-4	[463, 31, 611, 1637]
wanted-ad-text: WANTED KNOWN—OPENING of the RAILWAY TO DUNEDIN. WATSON'S HOTEL AND CAFE, specially built for the convenience of Railway and other Travellers, being situated at the immediate vicinity of the Railway Station, and fitted with every possible convenience — Lavatories, Ladies' Cloak Room, Parcel Room, &c. An elegantly furnished Dining Room, especially for Ladies, and Ladies accompanied by Gentlemen. Bedrooms, Night Porter. Travellers will find every comfort.	[316, 467, 457, 541]
department-block	[618, 157, 788, 283]
ad-heading: NOTICE.	[517, 396, 558, 406]
ad-heading: TO FARMERS.	[1010, 653, 1053, 661]
wanted-ad-text: WANTED — A BULLOCK-DRIVER; wages, £2 per week and found; none but good men need apply.—Apply JOHN MIDDLETON, Duntroon.	[316, 103, 457, 126]
section-late-advertisements: LATE ADVERTISEMENTS	[7, 32, 157, 48]
section-business-notices-4: BUSINESS NOTICES	[956, 32, 1107, 48]
ad-to-farmers	[956, 652, 1107, 785]
ad-new-plants	[467, 105, 608, 211]
section-sales-by-auction-2: SALES BY AUCTION	[167, 32, 306, 48]
ad-kakanui-college	[798, 51, 946, 105]
ad-body: In sums from £100 upwards, on freehold security. A. G. CREAGH, Car Hodge and Creagh, Tyne-street, Oamaru.	[316, 809, 457, 832]
ad-body: CONNELL AND CLOWES have received instructions from Messrs. J. and T. Meek to offer for sale by public auction, at above time and place — Lot 1—That valuable Leasehold Property, being Allotment No. 3 in Harbor Board Block, with Stone Stores thereon, capable of storing about 20,000 sacks of grain. Lot 2—Harbor Board Lease, with frontage to Itchen-street, with Iron Stores thereon, capable of storing about 20,000 sacks of grain. These leases have about 17 and 19 years to run respectively, at the expiry of term, and right of renewal. The ground rent is nominal. There is a railway siding to both stores in front and rear. Lot 3—Freehold Sections 10 and 23, Block XXV., Oamaru Town, with Flour, Oatmeal, and Barley Mills erected thereon, all in thorough working order. For further particulars as to terms, &c., apply to Messrs. J. and T. Meek, or to	[167, 121, 306, 247]
ad-removal	[798, 105, 946, 269]
ad-heading: RAILWAY REFRESHMENT ROOMS.	[485, 571, 590, 579]
